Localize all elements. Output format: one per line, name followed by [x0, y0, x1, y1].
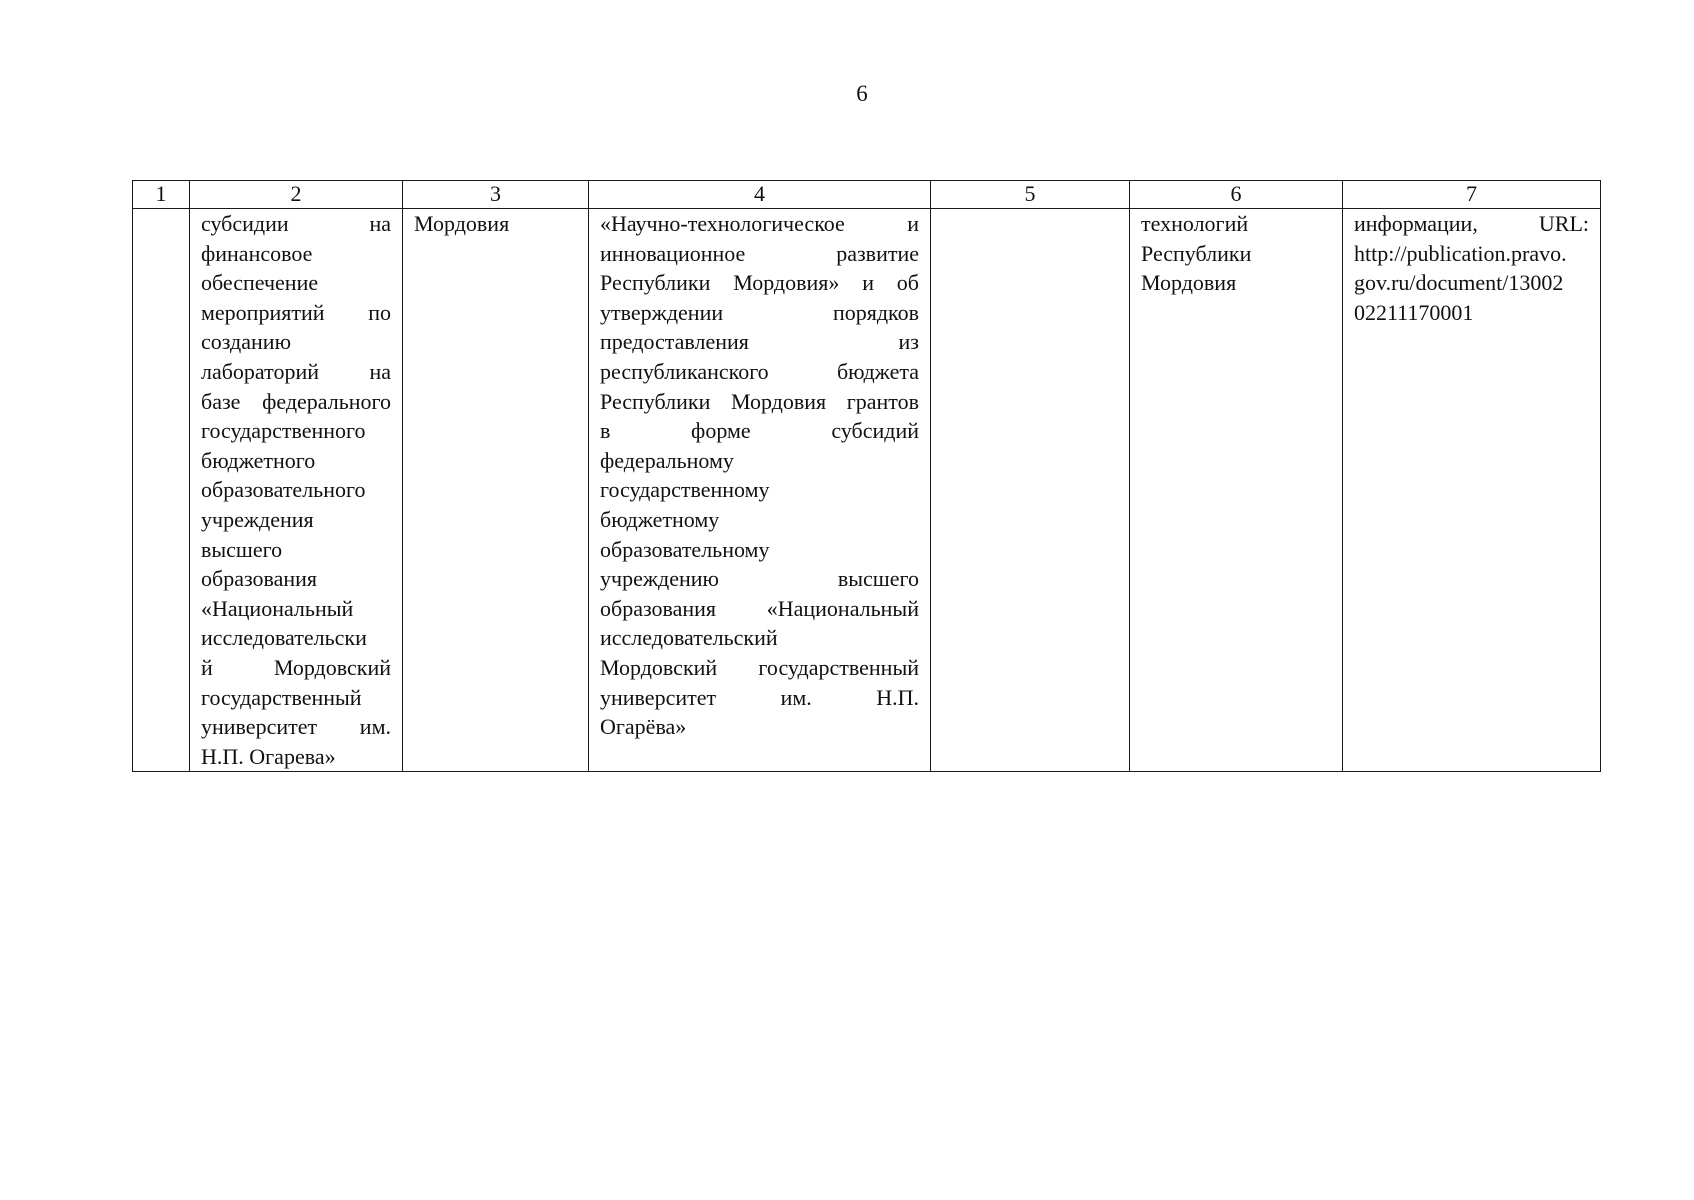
cell-col-4-line: республиканского бюджета	[600, 358, 919, 384]
cell-col-1	[133, 209, 190, 772]
cell-col-6-line: Республики	[1141, 240, 1252, 266]
cell-col-2-line: учреждения	[201, 506, 314, 532]
cell-col-4-line: федеральному	[600, 447, 734, 473]
header-col-4: 4	[589, 181, 931, 209]
cell-col-7	[1343, 209, 1601, 772]
cell-col-4-line: образования «Национальный	[600, 595, 919, 621]
cell-col-2-line: обеспечение	[201, 270, 319, 296]
cell-col-2-line: исследовательски	[201, 625, 367, 651]
cell-col-2-line: мероприятий по	[201, 299, 391, 325]
cell-col-6	[1130, 209, 1343, 772]
header-col-6: 6	[1130, 181, 1343, 209]
cell-col-4-line: учреждению высшего	[600, 566, 919, 592]
header-col-3: 3	[403, 181, 589, 209]
cell-col-4-line: университет им. Н.П.	[600, 684, 919, 710]
cell-col-7-line: http://publication.pravo.	[1354, 240, 1567, 266]
header-col-1: 1	[133, 181, 190, 209]
cell-col-6-line: технологий	[1141, 211, 1249, 236]
cell-col-4-line: бюджетному	[600, 506, 720, 532]
cell-col-3: Мордовия	[403, 209, 589, 772]
cell-col-4-line: Мордовский государственный	[600, 654, 919, 680]
cell-col-2-line: государственный	[201, 684, 362, 710]
table-row	[133, 209, 1601, 772]
cell-col-2-line: созданию	[201, 329, 291, 355]
cell-col-4-line: Республики Мордовия» и об	[600, 270, 919, 296]
cell-col-2	[190, 209, 403, 772]
cell-col-2-line: бюджетного	[201, 447, 316, 473]
cell-col-2-line: государственного	[201, 418, 366, 444]
cell-col-4-line: утверждении порядков	[600, 299, 919, 325]
header-col-5: 5	[931, 181, 1130, 209]
cell-col-4-line: в форме субсидий	[600, 418, 919, 444]
cell-col-7-line: информации, URL:	[1354, 211, 1589, 236]
cell-col-2-line: высшего	[201, 536, 283, 562]
cell-col-4-line: «Научно-технологическое и	[600, 211, 919, 236]
cell-col-2-line: «Национальный	[201, 595, 354, 621]
cell-col-4-line: инновационное развитие	[600, 240, 919, 266]
header-col-2: 2	[190, 181, 403, 209]
header-col-7: 7	[1343, 181, 1601, 209]
cell-col-2-line: финансовое	[201, 240, 313, 266]
cell-col-2-line: лабораторий на	[201, 358, 391, 384]
cell-col-4	[589, 209, 931, 772]
cell-col-5	[931, 209, 1130, 772]
cell-col-4-line: государственному	[600, 477, 770, 503]
cell-col-2-line: Н.П. Огарева»	[201, 743, 336, 769]
cell-col-4-line: исследовательский	[600, 625, 778, 651]
cell-col-2-line: университет им.	[201, 714, 391, 740]
cell-col-7-line: 02211170001	[1354, 299, 1474, 325]
cell-col-4-line: Республики Мордовия грантов	[600, 388, 919, 414]
cell-col-6-line: Мордовия	[1141, 270, 1237, 296]
table-header-row	[133, 181, 1601, 209]
cell-col-2-line: образовательного	[201, 477, 366, 503]
cell-col-4-line: предоставления из	[600, 329, 919, 355]
page-number: 6	[856, 81, 868, 106]
cell-col-2-line: базе федерального	[201, 388, 391, 414]
cell-col-4-line: Огарёва»	[600, 714, 687, 740]
cell-col-2-line: образования	[201, 566, 318, 592]
document-table	[132, 180, 1601, 772]
cell-col-2-line: субсидии на	[201, 211, 391, 236]
cell-col-2-line: й Мордовский	[201, 654, 391, 680]
cell-col-7-line: gov.ru/document/13002	[1354, 270, 1564, 296]
cell-col-4-line: образовательному	[600, 536, 770, 562]
